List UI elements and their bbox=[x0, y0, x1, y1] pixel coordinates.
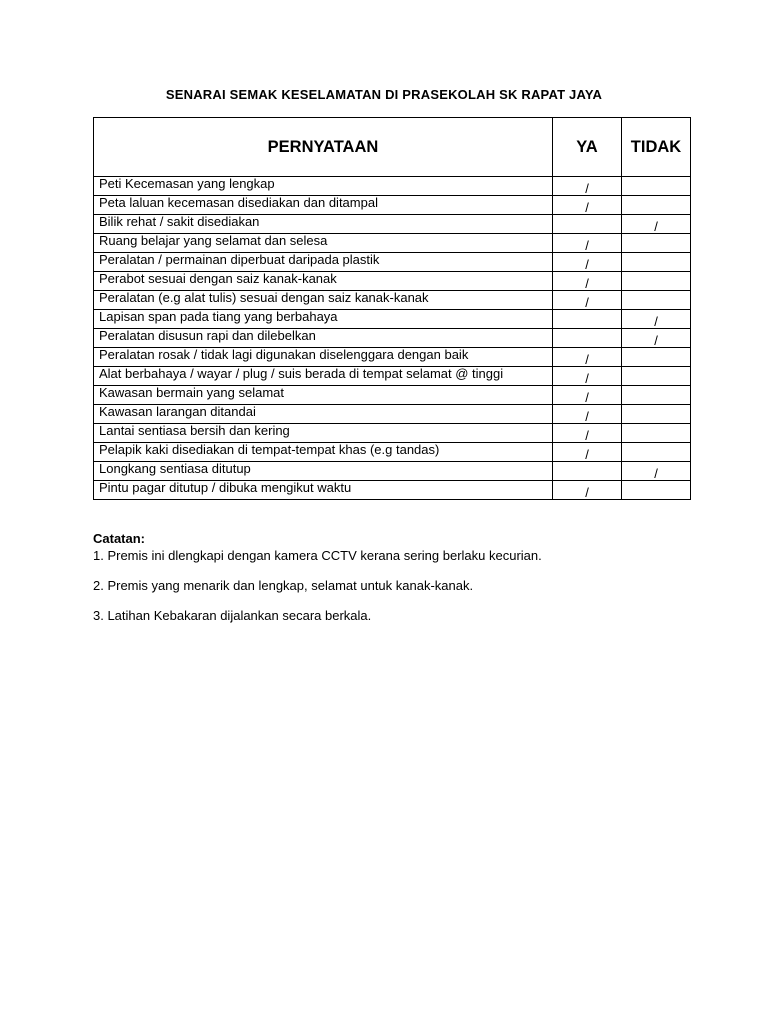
table-row bbox=[94, 215, 691, 234]
header-yes: YA bbox=[553, 118, 622, 177]
row-statement: Pelapik kaki disediakan di tempat-tempat khas (e.g tandas) bbox=[94, 443, 553, 462]
row-statement: Ruang belajar yang selamat dan selesa bbox=[94, 234, 553, 253]
row-yes-mark bbox=[553, 215, 622, 234]
row-no-mark: / bbox=[622, 215, 691, 234]
row-yes-mark bbox=[553, 310, 622, 329]
row-statement: Peralatan disusun rapi dan dilebelkan bbox=[94, 329, 553, 348]
row-no-mark bbox=[622, 348, 691, 367]
row-statement: Longkang sentiasa ditutup bbox=[94, 462, 553, 481]
row-statement: Lapisan span pada tiang yang berbahaya bbox=[94, 310, 553, 329]
row-no-mark bbox=[622, 272, 691, 291]
row-statement: Peralatan (e.g alat tulis) sesuai dengan saiz kanak-kanak bbox=[94, 291, 553, 310]
row-statement: Kawasan larangan ditandai bbox=[94, 405, 553, 424]
row-yes-mark: / bbox=[553, 272, 622, 291]
row-no-mark bbox=[622, 253, 691, 272]
table-row bbox=[94, 348, 691, 367]
table-row bbox=[94, 424, 691, 443]
row-statement: Bilik rehat / sakit disediakan bbox=[94, 215, 553, 234]
row-yes-mark: / bbox=[553, 291, 622, 310]
table-row bbox=[94, 462, 691, 481]
row-yes-mark: / bbox=[553, 405, 622, 424]
row-no-mark: / bbox=[622, 310, 691, 329]
notes-heading: Catatan: bbox=[93, 531, 146, 546]
row-yes-mark: / bbox=[553, 443, 622, 462]
row-no-mark bbox=[622, 481, 691, 500]
row-statement: Peti Kecemasan yang lengkap bbox=[94, 177, 553, 196]
row-no-mark bbox=[622, 196, 691, 215]
row-no-mark bbox=[622, 367, 691, 386]
row-yes-mark: / bbox=[553, 177, 622, 196]
table-row bbox=[94, 196, 691, 215]
row-no-mark bbox=[622, 291, 691, 310]
table-row bbox=[94, 386, 691, 405]
table-row bbox=[94, 253, 691, 272]
table-row bbox=[94, 481, 691, 500]
table-row bbox=[94, 272, 691, 291]
note-item-2: 2. Premis yang menarik dan lengkap, selamat untuk kanak-kanak. bbox=[93, 578, 474, 593]
table-row bbox=[94, 177, 691, 196]
row-yes-mark: / bbox=[553, 253, 622, 272]
row-no-mark bbox=[622, 234, 691, 253]
table-row bbox=[94, 405, 691, 424]
row-yes-mark: / bbox=[553, 367, 622, 386]
row-no-mark bbox=[622, 386, 691, 405]
note-item-1: 1. Premis ini dlengkapi dengan kamera CCTV kerana sering berlaku kecurian. bbox=[93, 548, 542, 563]
row-no-mark: / bbox=[622, 329, 691, 348]
row-no-mark bbox=[622, 424, 691, 443]
header-no: TIDAK bbox=[622, 118, 691, 177]
table-header-row bbox=[94, 118, 691, 177]
row-statement: Pintu pagar ditutup / dibuka mengikut waktu bbox=[94, 481, 553, 500]
row-statement: Peralatan / permainan diperbuat daripada plastik bbox=[94, 253, 553, 272]
notes-section bbox=[93, 531, 733, 624]
row-no-mark bbox=[622, 405, 691, 424]
note-item-3: 3. Latihan Kebakaran dijalankan secara berkala. bbox=[93, 608, 372, 623]
table-row bbox=[94, 234, 691, 253]
row-no-mark bbox=[622, 443, 691, 462]
row-no-mark: / bbox=[622, 462, 691, 481]
row-yes-mark: / bbox=[553, 424, 622, 443]
row-yes-mark: / bbox=[553, 386, 622, 405]
row-yes-mark bbox=[553, 329, 622, 348]
row-yes-mark: / bbox=[553, 481, 622, 500]
row-statement: Peralatan rosak / tidak lagi digunakan diselenggara dengan baik bbox=[94, 348, 553, 367]
row-statement: Lantai sentiasa bersih dan kering bbox=[94, 424, 553, 443]
table-row bbox=[94, 310, 691, 329]
row-statement: Perabot sesuai dengan saiz kanak-kanak bbox=[94, 272, 553, 291]
table-row bbox=[94, 367, 691, 386]
table-row bbox=[94, 443, 691, 462]
table-row bbox=[94, 329, 691, 348]
row-yes-mark: / bbox=[553, 348, 622, 367]
row-yes-mark bbox=[553, 462, 622, 481]
row-no-mark bbox=[622, 177, 691, 196]
row-statement: Alat berbahaya / wayar / plug / suis berada di tempat selamat @ tinggi bbox=[94, 367, 553, 386]
row-statement: Peta laluan kecemasan disediakan dan ditampal bbox=[94, 196, 553, 215]
row-statement: Kawasan bermain yang selamat bbox=[94, 386, 553, 405]
safety-checklist-table bbox=[93, 117, 691, 500]
table-row bbox=[94, 291, 691, 310]
row-yes-mark: / bbox=[553, 196, 622, 215]
header-statement: PERNYATAAN bbox=[94, 118, 553, 177]
document-title: SENARAI SEMAK KESELAMATAN DI PRASEKOLAH SK RAPAT JAYA bbox=[165, 87, 603, 102]
row-yes-mark: / bbox=[553, 234, 622, 253]
